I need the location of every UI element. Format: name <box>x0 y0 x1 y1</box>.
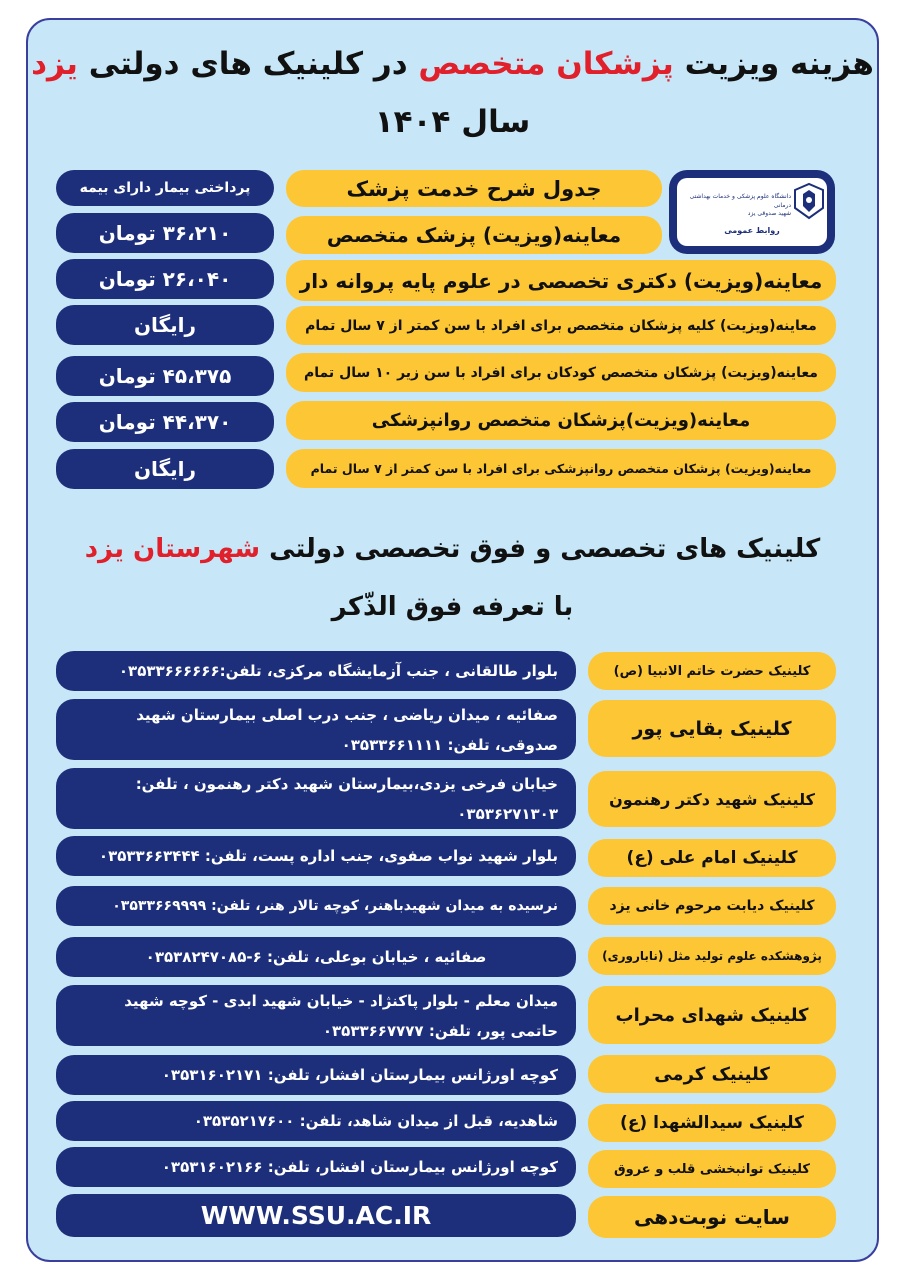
clinic-address-5: نرسیده به میدان شهیدباهنر، کوچه تالار هنر، تلفن: ۰۳۵۳۳۶۶۹۹۹۹ <box>56 886 576 926</box>
section-title-part1: کلینیک های تخصصی و فوق تخصصی دولتی <box>269 534 821 564</box>
fee-price-3: رایگان <box>56 305 274 345</box>
fee-price-4: ۴۵،۳۷۵ تومان <box>56 356 274 396</box>
clinic-name-3: کلینیک شهید دکتر رهنمون <box>588 771 836 827</box>
fee-price-5: ۴۴،۳۷۰ تومان <box>56 402 274 442</box>
clinic-address-8: کوچه اورژانس بیمارستان افشار، تلفن: ۰۳۵۳۱۶۰۲۱۷۱ <box>56 1055 576 1095</box>
page-subtitle-year: سال ۱۴۰۴ <box>374 104 531 140</box>
fee-price-1: ۳۶،۲۱۰ تومان <box>56 213 274 253</box>
title-part2: در کلینیک های دولتی <box>88 46 408 82</box>
clinic-name-1: کلینیک حضرت خاتم الانبیا (ص) <box>588 652 836 690</box>
booking-site-label: سایت نوبت‌دهی <box>588 1196 836 1238</box>
clinic-name-8: کلینیک کرمی <box>588 1055 836 1093</box>
logo-text-shahid: شهید صدوقی یزد <box>747 210 791 217</box>
logo-text-university: دانشگاه علوم پزشکی و خدمات بهداشتی درمانی <box>689 193 791 209</box>
clinic-name-9: کلینیک سیدالشهدا (ع) <box>588 1104 836 1142</box>
fee-service-5: معاینه(ویزیت)پزشکان متخصص روانپزشکی <box>286 401 836 440</box>
clinics-section-title <box>26 527 879 571</box>
clinic-address-10: کوچه اورژانس بیمارستان افشار، تلفن: ۰۳۵۳۱۶۰۲۱۶۶ <box>56 1147 576 1187</box>
fee-service-1: معاینه(ویزیت) پزشک متخصص <box>286 216 662 254</box>
clinic-name-2: کلینیک بقایی پور <box>588 700 836 757</box>
clinic-address-6: صفائیه ، خیابان بوعلی، تلفن: ۶-۰۳۵۳۸۲۴۷۰۸۵ <box>56 937 576 977</box>
clinic-address-2: صفائیه ، میدان ریاضی ، جنب درب اصلی بیمارستان شهید صدوقی، تلفن: ۰۳۵۳۳۶۶۱۱۱۱ <box>56 699 576 760</box>
clinic-name-5: کلینیک دیابت مرحوم خانی یزد <box>588 887 836 925</box>
clinic-address-3: خیابان فرخی یزدی،بیمارستان شهید دکتر رهنمون ، تلفن: ۰۳۵۳۶۲۷۱۳۰۳ <box>56 768 576 829</box>
fee-service-4: معاینه(ویزیت) پزشکان متخصص کودکان برای افراد با سن زیر ۱۰ سال تمام <box>286 353 836 392</box>
clinic-address-9: شاهدیه، قبل از میدان شاهد، تلفن: ۰۳۵۳۵۲۱۷۶۰۰ <box>56 1101 576 1141</box>
university-logo <box>669 170 835 254</box>
section-title-highlight: شهرستان یزد <box>84 534 261 564</box>
fee-service-2: معاینه(ویزیت) دکتری تخصصی در علوم پایه پروانه دار <box>286 260 836 301</box>
clinic-name-4: کلینیک امام علی (ع) <box>588 839 836 877</box>
fee-service-6: معاینه(ویزیت) پزشکان متخصص روانپزشکی برای افراد با سن کمتر از ۷ سال تمام <box>286 449 836 488</box>
clinics-section-subtitle: با تعرفه فوق الذّکر <box>331 592 574 622</box>
clinic-address-4: بلوار شهید نواب صفوی، جنب اداره پست، تلفن: ۰۳۵۳۳۶۶۳۴۴۴ <box>56 836 576 876</box>
booking-site-link[interactable]: WWW.SSU.AC.IR <box>56 1194 576 1237</box>
clinic-address-1: بلوار طالقانی ، جنب آزمایشگاه مرکزی، تلفن:۰۳۵۳۳۶۶۶۶۶۶ <box>56 651 576 691</box>
fee-table-title: جدول شرح خدمت پزشک <box>286 170 662 207</box>
fee-price-2: ۲۶،۰۴۰ تومان <box>56 259 274 299</box>
fee-service-3: معاینه(ویزیت) کلیه پزشکان متخصص برای افراد با سن کمتر از ۷ سال تمام <box>286 306 836 345</box>
page-title <box>26 40 879 88</box>
clinic-address-7: میدان معلم - بلوار پاکنژاد - خیابان شهید ابدی - کوچه شهید حاتمی پور، تلفن: ۰۳۵۳۳۶۶۷۷۷۷ <box>56 985 576 1046</box>
logo-text-pr: روابط عمومی <box>724 226 780 235</box>
title-city: یزد <box>31 46 78 82</box>
title-highlight: پزشکان متخصص <box>418 46 674 82</box>
fee-column-header: پرداختی بیمار دارای بیمه <box>56 170 274 206</box>
fee-price-6: رایگان <box>56 449 274 489</box>
clinic-name-6: پژوهشکده علوم تولید مثل (ناباروری) <box>588 937 836 975</box>
clinic-name-10: کلینیک توانبخشی قلب و عروق <box>588 1150 836 1188</box>
title-part1: هزینه ویزیت <box>684 46 874 82</box>
clinic-name-7: کلینیک شهدای محراب <box>588 986 836 1044</box>
